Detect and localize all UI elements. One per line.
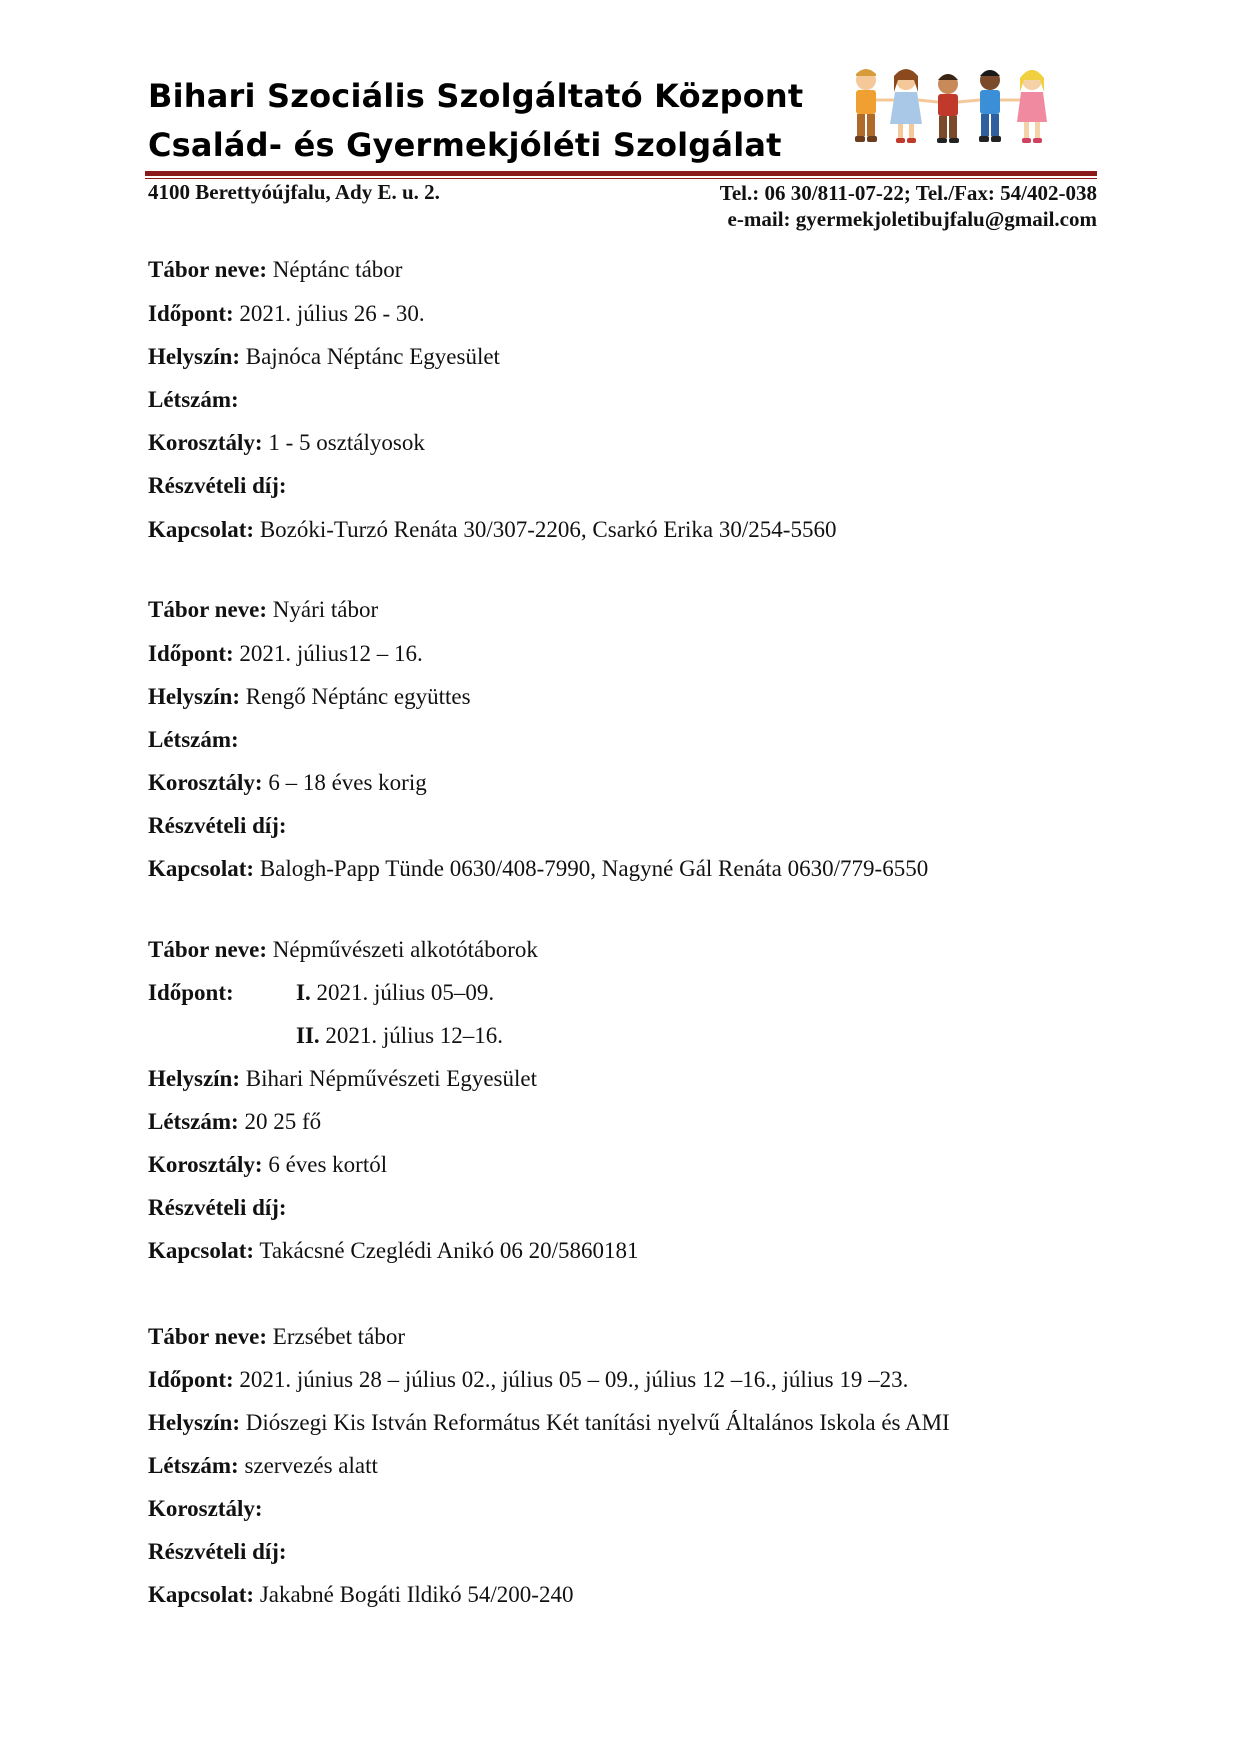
camp-3-place: Helyszín: Bihari Népművészeti Egyesület [148, 1066, 538, 1091]
camp-2-fee: Részvételi díj: [148, 813, 287, 838]
camp-1-count: Létszám: [148, 387, 239, 412]
camp-1-date: Időpont: 2021. július 26 - 30. [148, 301, 425, 326]
camp-1-place: Helyszín: Bajnóca Néptánc Egyesület [148, 344, 500, 369]
org-name: Bihari Szociális Szolgáltató Központ [148, 77, 804, 115]
camp-3-contact: Kapcsolat: Takácsné Czeglédi Anikó 06 20/5860181 [148, 1238, 639, 1263]
camp-2-age: Korosztály: 6 – 18 éves korig [148, 770, 427, 795]
camp-4-date: Időpont: 2021. június 28 – július 02., július 05 – 09., július 12 –16., július 19 –23. [148, 1367, 909, 1392]
header-contact [720, 180, 1097, 232]
child-figure-icon [979, 70, 1001, 142]
camp-1-name: Tábor neve: Néptánc tábor [148, 257, 403, 282]
camp-2-contact: Kapcsolat: Balogh-Papp Tünde 0630/408-7990, Nagyné Gál Renáta 0630/779-6550 [148, 856, 929, 881]
camp-3-age: Korosztály: 6 éves kortól [148, 1152, 388, 1177]
child-figure-icon [937, 74, 959, 143]
camp-4-place: Helyszín: Diószegi Kis István Református Két tanítási nyelvű Általános Iskola és AMI [148, 1410, 950, 1435]
camp-2-place: Helyszín: Rengő Néptánc együttes [148, 684, 471, 709]
camp-3-date-1: I. 2021. július 05–09. [296, 980, 495, 1005]
header-divider [145, 171, 1097, 176]
camp-4-contact: Kapcsolat: Jakabné Bogáti Ildikó 54/200-240 [148, 1582, 574, 1607]
org-subtitle: Család- és Gyermekjóléti Szolgálat [148, 126, 782, 164]
child-figure-icon [855, 69, 877, 142]
email: e-mail: gyermekjoletibujfalu@gmail.com [727, 207, 1097, 231]
camp-3-date-2: II. 2021. július 12–16. [296, 1023, 504, 1048]
camp-3-fee: Részvételi díj: [148, 1195, 287, 1220]
camp-3-date-label: Időpont: [148, 980, 234, 1005]
children-logo-image [848, 66, 1058, 150]
camp-4-age: Korosztály: [148, 1496, 263, 1521]
child-figure-icon [890, 69, 922, 143]
camp-2-count: Létszám: [148, 727, 239, 752]
camp-1-contact: Kapcsolat: Bozóki-Turzó Renáta 30/307-2206, Csarkó Erika 30/254-5560 [148, 517, 837, 542]
phone: Tel.: 06 30/811-07-22; Tel./Fax: 54/402-038 [719, 181, 1097, 205]
camp-2-date: Időpont: 2021. július12 – 16. [148, 641, 423, 666]
camp-4-name: Tábor neve: Erzsébet tábor [148, 1324, 405, 1349]
camp-1-age: Korosztály: 1 - 5 osztályosok [148, 430, 425, 455]
header-divider-thin [145, 178, 1097, 179]
camp-3-name: Tábor neve: Népművészeti alkotótáborok [148, 937, 538, 962]
camp-4-fee: Részvételi díj: [148, 1539, 287, 1564]
camp-3-count: Létszám: 20 25 fő [148, 1109, 322, 1134]
child-figure-icon [1017, 70, 1047, 143]
camp-2-name: Tábor neve: Nyári tábor [148, 597, 379, 622]
camp-4-count: Létszám: szervezés alatt [148, 1453, 378, 1478]
camp-1-fee: Részvételi díj: [148, 473, 287, 498]
address: 4100 Berettyóújfalu, Ady E. u. 2. [148, 180, 440, 204]
